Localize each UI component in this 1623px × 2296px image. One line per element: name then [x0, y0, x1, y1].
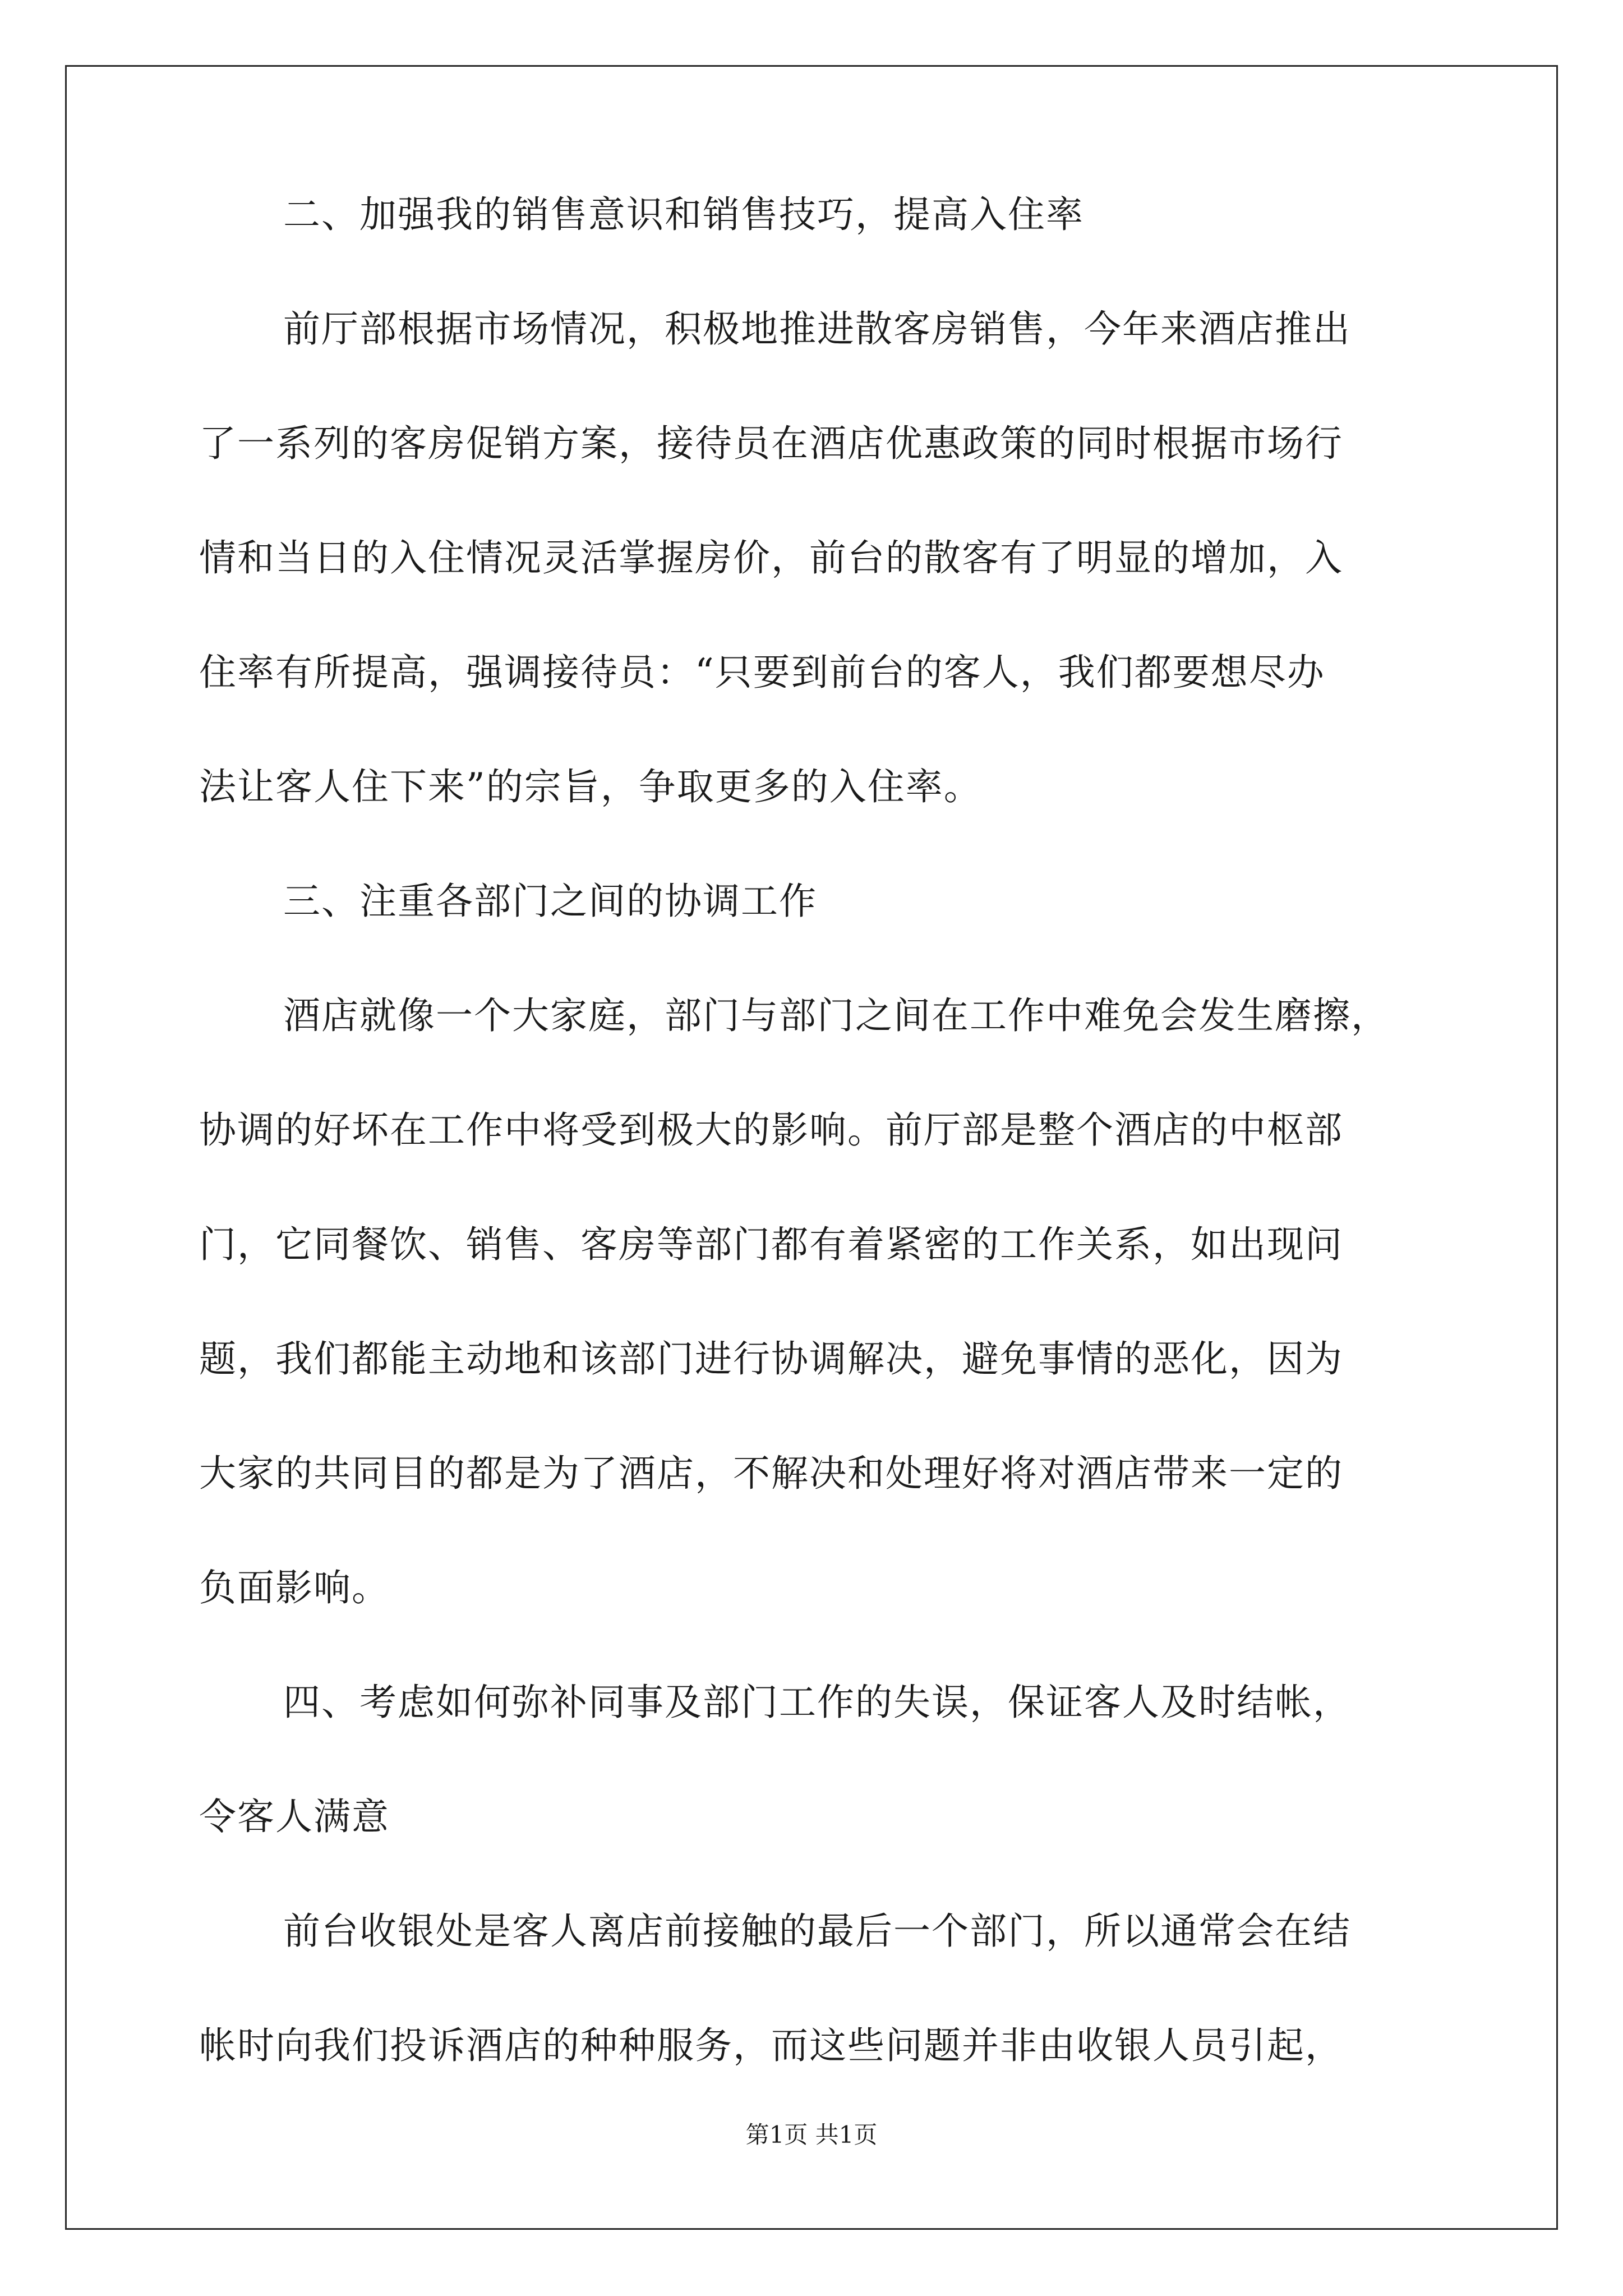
paragraph-line: 负面影响。: [199, 1566, 390, 1609]
page-number-footer: 第1页 共1页: [745, 2121, 878, 2148]
paragraph-line: 法让客人住下来”的宗旨，争取更多的入住率。: [199, 765, 982, 808]
paragraph-line: 情和当日的入住情况灵活掌握房价，前台的散客有了明显的增加，入: [199, 536, 1343, 579]
paragraph-line: 前台收银处是客人离店前接触的最后一个部门，所以通常会在结: [283, 1910, 1351, 1953]
paragraph-line: 帐时向我们投诉酒店的种种服务，而这些问题并非由收银人员引起，: [199, 2024, 1343, 2067]
paragraph-line: 门，它同餐饮、销售、客房等部门都有着紧密的工作关系，如出现问: [199, 1223, 1343, 1266]
paragraph-line: 住率有所提高，强调接待员：“只要到前台的客人，我们都要想尽办: [199, 651, 1325, 694]
section-heading-4-continued: 令客人满意: [199, 1795, 390, 1838]
section-heading-4: 四、考虑如何弥补同事及部门工作的失误，保证客人及时结帐，: [283, 1681, 1351, 1724]
paragraph-line: 题，我们都能主动地和该部门进行协调解决，避免事情的恶化，因为: [199, 1337, 1343, 1381]
paragraph-line: 前厅部根据市场情况，积极地推进散客房销售，今年来酒店推出: [283, 307, 1351, 351]
section-heading-3: 三、注重各部门之间的协调工作: [283, 880, 817, 923]
paragraph-line: 大家的共同目的都是为了酒店，不解决和处理好将对酒店带来一定的: [199, 1452, 1343, 1495]
paragraph-line: 协调的好坏在工作中将受到极大的影响。前厅部是整个酒店的中枢部: [199, 1108, 1343, 1152]
section-heading-2: 二、加强我的销售意识和销售技巧，提高入住率: [283, 193, 1084, 236]
document-body: [199, 193, 1433, 2142]
paragraph-line: 了一系列的客房促销方案，接待员在酒店优惠政策的同时根据市场行: [199, 422, 1343, 465]
paragraph-line: 酒店就像一个大家庭，部门与部门之间在工作中难免会发生磨擦，: [283, 994, 1389, 1037]
